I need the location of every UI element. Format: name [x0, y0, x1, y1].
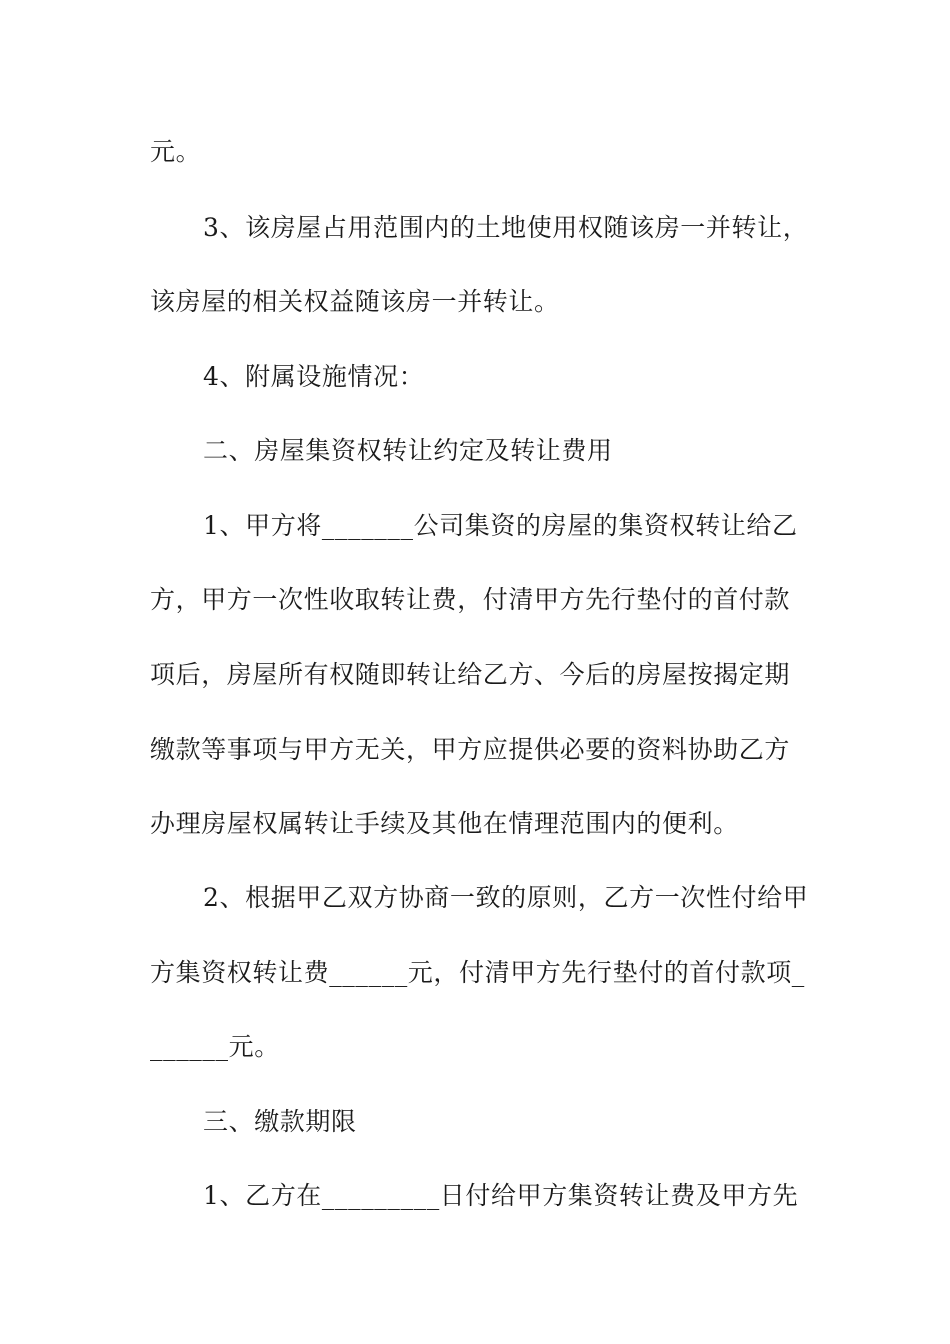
- section-heading: 二、房屋集资权转让约定及转让费用: [203, 436, 613, 465]
- text-line: 方集资权转让费______元，付清甲方先行垫付的首付款项_: [150, 958, 805, 987]
- text-line: 项后，房屋所有权随即转让给乙方、今后的房屋按揭定期: [150, 660, 791, 689]
- text-line: 缴款等事项与甲方无关，甲方应提供必要的资料协助乙方: [150, 735, 791, 764]
- text-line: 2、根据甲乙双方协商一致的原则，乙方一次性付给甲: [203, 883, 809, 912]
- text-line: 4、附属设施情况：: [203, 362, 425, 391]
- section-heading: 三、缴款期限: [203, 1107, 357, 1136]
- text-line: 该房屋的相关权益随该房一并转让。: [150, 287, 560, 316]
- text-line: 1、甲方将_______公司集资的房屋的集资权转让给乙: [203, 511, 798, 540]
- text-line: 3、该房屋占用范围内的土地使用权随该房一并转让，: [203, 213, 809, 242]
- text-line: 办理房屋权属转让手续及其他在情理范围内的便利。: [150, 809, 739, 838]
- text-line: 元。: [150, 137, 202, 166]
- text-line: 1、乙方在_________日付给甲方集资转让费及甲方先: [203, 1181, 799, 1210]
- text-line: ______元。: [150, 1032, 280, 1061]
- text-line: 方，甲方一次性收取转让费，付清甲方先行垫付的首付款: [150, 585, 791, 614]
